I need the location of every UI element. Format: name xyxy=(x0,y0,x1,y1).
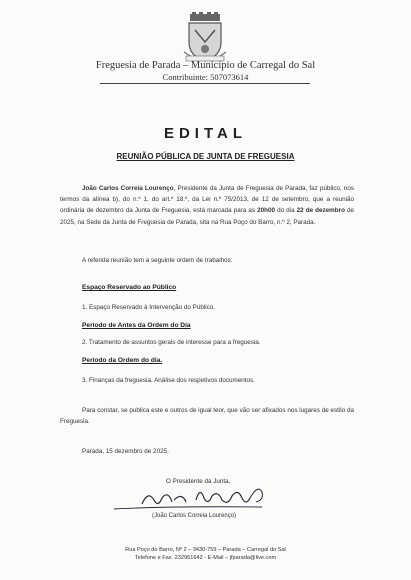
header-divider xyxy=(100,83,310,84)
intro-paragraph xyxy=(60,183,354,228)
closing-paragraph: Para constar, se publica este e outros de igual teor, que vão ser afixados nos lugares de estilo da Freguesia. xyxy=(60,407,354,426)
agenda-intro: A referida reunião tem a seguinte ordem de trabalhos: xyxy=(82,257,233,264)
document-heading: EDITAL xyxy=(163,125,248,142)
agenda-title-3: Período da Ordem do dia. xyxy=(82,357,163,364)
footer-contact: Telefone e Fax. 232961642 - E-Mail – jfparada@live.com xyxy=(134,555,277,561)
meeting-time: 20h00 xyxy=(257,207,276,215)
signer-name: (João Carlos Correia Lourenço) xyxy=(152,513,237,519)
intro-text-1: , Presidente da Junta de Freguesia de Parada, faz público, nos termos da alínea b), do n.º 1, do art.º 18.º, da Lei n.º 75/2013, de 12 de setembro, que a reunião ordinária de dezembro da Junta de Freguesia, está marcada para as xyxy=(60,185,355,215)
meeting-date: 22 de dezembro xyxy=(296,207,345,215)
intro-text-2: do dia xyxy=(275,207,297,215)
agenda-title-1: Espaço Reservado ao Público xyxy=(82,284,177,291)
agenda-item-3: 3. Finanças da freguesia. Análise dos respetivos documentos. xyxy=(82,377,255,384)
header-taxpayer-number: Contribuinte: 507073614 xyxy=(162,72,249,82)
parish-crest-logo xyxy=(182,12,228,64)
header-title: Freguesia de Parada – Município de Carregal do Sal xyxy=(95,60,316,71)
agenda-item-1: 1. Espaço Reservado à Intervenção do Público. xyxy=(82,304,216,311)
place-and-date: Parada, 15 dezembro de 2025. xyxy=(82,448,169,455)
president-name: João Carlos Correia Lourenço xyxy=(82,185,174,192)
agenda-title-2: Período de Antes da Ordem do Dia xyxy=(82,322,191,329)
footer-address: Rua Poço do Barro, Nº 2 – 3430-759 – Parada – Carregal do Sal xyxy=(125,547,286,553)
intro-text-3: de 2025, na Sede da Junta de Freguesia de Parada, sita na Rua Poço do Barro, n.º 2, Parada. xyxy=(60,207,355,226)
signoff: O Presidente da Junta, xyxy=(166,478,231,485)
agenda-item-2: 2. Tratamento de assuntos gerais de interesse para a freguesia. xyxy=(82,339,261,346)
document-subtitle: REUNIÃO PÚBLICA DE JUNTA DE FREGUESIA xyxy=(116,152,295,161)
